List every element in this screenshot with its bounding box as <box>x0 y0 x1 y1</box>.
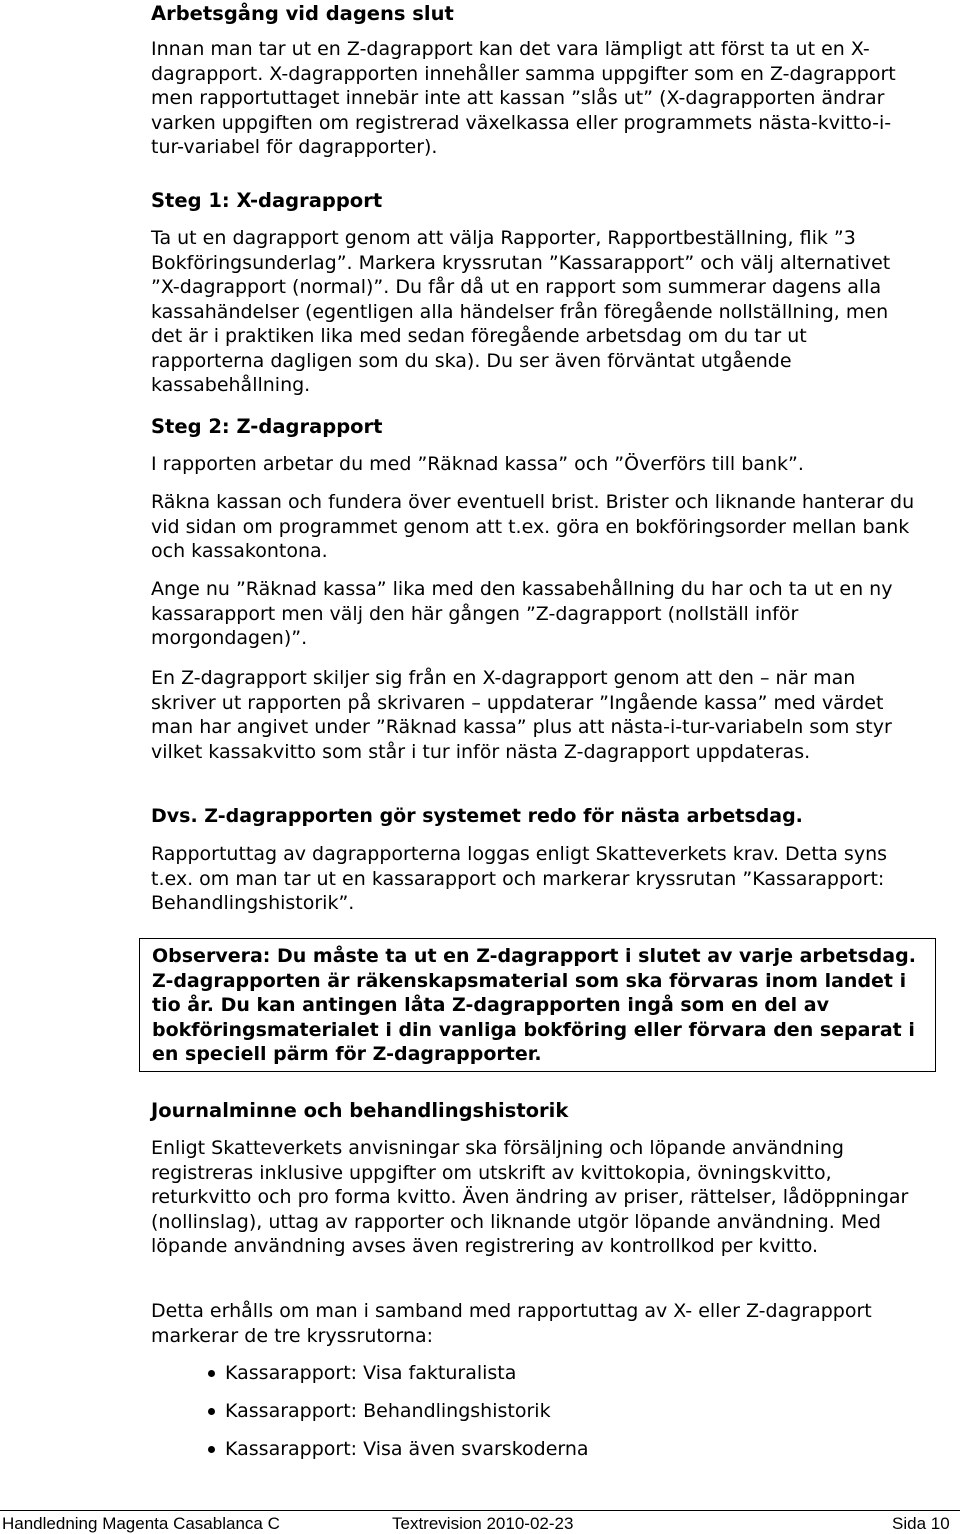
list-item <box>208 1399 589 1437</box>
step2-paragraph-1: I rapporten arbetar du med ”Räknad kassa” och ”Överförs till bank”. <box>151 453 804 475</box>
intro-paragraph: Innan man tar ut en Z-dagrapport kan det vara lämpligt att först ta ut en X-dagrapport. X-dagrapporten innehåller samma uppgifter som en Z-dagrapport men rapportuttaget innebär inte att kassan ”slås ut” (X-dagrapporten ändrar varken uppgiften om registrerad växelkassa eller programmets nästa-kvitto-i-tur-variabel för dagrapporter). <box>151 38 896 158</box>
step2-paragraph-2: Räkna kassan och fundera över eventuell brist. Brister och liknande hanterar du vid sidan om programmet genom att t.ex. göra en bokföringsorder mellan bank och kassakontona. <box>151 491 915 562</box>
summary-statement: Dvs. Z-dagrapporten gör systemet redo för nästa arbetsdag. <box>151 805 803 827</box>
journal-heading: Journalminne och behandlingshistorik <box>151 1099 569 1122</box>
observe-notice-text: Observera: Du måste ta ut en Z-dagrapport i slutet av varje arbetsdag. Z-dagrapporten är räkenskapsmaterial som ska förvaras inom landet i tio år. Du kan antingen låta Z-dagrapporten ingå som en del av bokföringsmaterialet i din vanliga bokföring eller förvara den separat i en speciell pärm för Z-dagrapporter. <box>152 945 916 1065</box>
bullet-icon <box>208 1370 215 1377</box>
checkbox-list <box>208 1361 589 1475</box>
bullet-icon <box>208 1408 215 1415</box>
list-item-label: Kassarapport: Visa även svarskoderna <box>225 1438 589 1460</box>
logging-paragraph: Rapportuttag av dagrapporterna loggas enligt Skatteverkets krav. Detta syns t.ex. om man tar ut en kassarapport och markerar kryssrutan ”Kassarapport: Behandlingshistorik”. <box>151 843 888 914</box>
footer-document-title: Handledning Magenta Casablanca C <box>2 1514 280 1533</box>
section-heading: Arbetsgång vid dagens slut <box>151 2 454 25</box>
step2-paragraph-3: Ange nu ”Räknad kassa” lika med den kassabehållning du har och ta ut en ny kassarapport men välj den här gången ”Z-dagrapport (nollställ inför morgondagen)”. <box>151 578 893 649</box>
footer-divider <box>0 1510 960 1511</box>
step1-paragraph: Ta ut en dagrapport genom att välja Rapporter, Rapportbeställning, flik ”3 Bokföringsunderlag”. Markera kryssrutan ”Kassarapport” och välj alternativet ”X-dagrapport (normal)”. Du får då ut en rapport som summerar dagens alla kassahändelser (egentligen alla händelser från föregående nollställning, men det är i praktiken lika med sedan föregående arbetsdag om du tar ut rapporterna dagligen som du ska). Du ser även förväntat utgående kassabehållning. <box>151 227 891 396</box>
step2-paragraph-4: En Z-dagrapport skiljer sig från en X-dagrapport genom att den – när man skriver ut rapporten på skrivaren – uppdaterar ”Ingående kassa” med värdet man har angivet under ”Räknad kassa” plus att nästa-i-tur-variabeln som styr vilket kassakvitto som står i tur inför nästa Z-dagrapport uppdateras. <box>151 667 892 763</box>
step2-heading: Steg 2: Z-dagrapport <box>151 415 383 438</box>
bullet-icon <box>208 1446 215 1453</box>
list-item-label: Kassarapport: Behandlingshistorik <box>225 1400 551 1422</box>
step1-heading: Steg 1: X-dagrapport <box>151 189 383 212</box>
footer-revision: Textrevision 2010-02-23 <box>392 1514 574 1533</box>
journal-paragraph-2: Detta erhålls om man i samband med rapportuttag av X- eller Z-dagrapport markerar de tre kryssrutorna: <box>151 1300 872 1347</box>
observe-notice-box <box>139 938 936 1072</box>
list-item-label: Kassarapport: Visa fakturalista <box>225 1362 517 1384</box>
list-item <box>208 1437 589 1475</box>
journal-paragraph-1: Enligt Skatteverkets anvisningar ska försäljning och löpande användning registreras inklusive uppgifter om utskrift av kvittokopia, övningskvitto, returkvitto och pro forma kvitto. Även ändring av priser, rättelser, lådöppningar (nollinslag), uttag av rapporter och liknande utgör löpande användning. Med löpande användning avses även registrering av kontrollkod per kvitto. <box>151 1137 909 1257</box>
footer-page-number: Sida 10 <box>892 1514 950 1533</box>
list-item <box>208 1361 589 1399</box>
